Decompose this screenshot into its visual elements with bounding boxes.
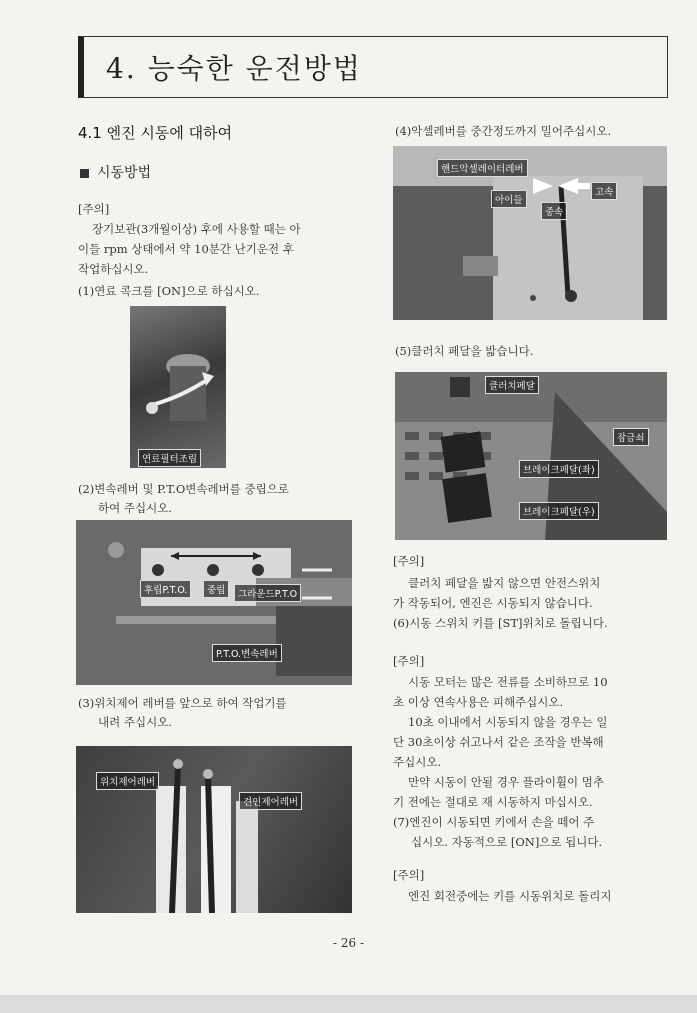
note-text-line: 클러치 페달을 밟지 않으면 안전스위치	[408, 576, 601, 590]
note-text-line: 시동 모터는 많은 전류를 소비하므로 10	[408, 675, 608, 689]
note-text-line: 기 전에는 절대로 재 시동하지 마십시오.	[393, 795, 593, 809]
subsection-heading-text: 시동방법	[97, 165, 152, 181]
step-text: 내려 주십시오.	[98, 715, 172, 729]
step-text: (2)변속레버 및 P.T.O변속레버를 중립으로	[78, 482, 289, 496]
step-text: (1)연료 콕크를 [ON]으로 하십시오.	[78, 284, 260, 298]
page-number: - 26 -	[332, 936, 364, 950]
step-text: 십시오. 자동적으로 [ON]으로 됩니다.	[411, 835, 603, 849]
photo-label: 위치제어레버	[96, 772, 159, 790]
photo-label: 핸드악셀레이터레버	[437, 159, 528, 177]
pto-lever-photo	[76, 520, 352, 685]
photo-label: 잠금쇠	[613, 428, 649, 446]
photo-label: 아이들	[491, 190, 527, 208]
note-text-line: 작업하십시오.	[78, 262, 149, 276]
control-lever-photo	[76, 746, 352, 913]
photo-label: 브레이크페달(좌)	[519, 460, 599, 478]
photo-label: 중속	[541, 202, 567, 220]
note-text-line: 장기보관(3개월이상) 후에 사용할 때는 아	[92, 222, 301, 236]
photo-label: 견인제어레버	[239, 792, 302, 810]
note-text-line: 이들 rpm 상태에서 약 10분간 난기운전 후	[78, 242, 294, 256]
square-bullet-icon	[80, 169, 89, 178]
photo-label: 연료필터조립	[138, 449, 201, 467]
step-text: (7)엔진이 시동되면 키에서 손을 떼어 주	[393, 815, 595, 829]
pedal-photo	[395, 372, 667, 540]
step-text: (4)악셀레버를 중간정도까지 밀어주십시오.	[395, 124, 612, 138]
note-text-line: 주십시오.	[393, 755, 442, 769]
note-text-line: 단 30초이상 쉬고나서 같은 조작을 반복해	[393, 735, 604, 749]
photo-label: 고속	[591, 182, 617, 200]
step-text: (6)시동 스위치 키를 [ST]위치로 돌립니다.	[393, 616, 608, 630]
step-text: 하여 주십시오.	[98, 501, 172, 515]
subsection-heading	[80, 162, 151, 182]
section-heading: 4.1 엔진 시동에 대하여	[78, 124, 233, 142]
note-label: [주의]	[393, 654, 425, 668]
photo-label: 그라운드P.T.O	[234, 584, 301, 602]
fuel-filter-photo	[130, 306, 226, 468]
accelerator-lever-photo	[393, 146, 667, 320]
page-title: 4. 능숙한 운전방법	[78, 36, 668, 98]
photo-label: 브레이크페달(우)	[519, 502, 599, 520]
photo-label: 클러치페달	[485, 376, 539, 394]
note-text-line: 10초 이내에서 시동되지 않을 경우는 일	[408, 715, 608, 729]
scan-edge-band	[0, 995, 697, 1013]
step-text: (3)위치제어 레버를 앞으로 하여 작업기를	[78, 696, 287, 710]
note-text-line: 가 작동되어, 엔진은 시동되지 않습니다.	[393, 596, 593, 610]
note-text-line: 만약 시동이 안될 경우 플라이휠이 멈추	[408, 775, 605, 789]
photo-label: 중립	[203, 580, 229, 598]
note-text-line: 초 이상 연속사용은 피해주십시오.	[393, 695, 564, 709]
step-text: (5)클러치 페달을 밟습니다.	[395, 344, 534, 358]
note-label: [주의]	[393, 868, 425, 882]
note-label: [주의]	[393, 554, 425, 568]
photo-label: 후립P.T.O.	[140, 580, 191, 598]
photo-label: P.T.O.변속레버	[212, 644, 282, 662]
note-text-line: 엔진 회전중에는 키를 시동위치로 돌리지	[408, 889, 612, 903]
note-label: [주의]	[78, 202, 110, 216]
